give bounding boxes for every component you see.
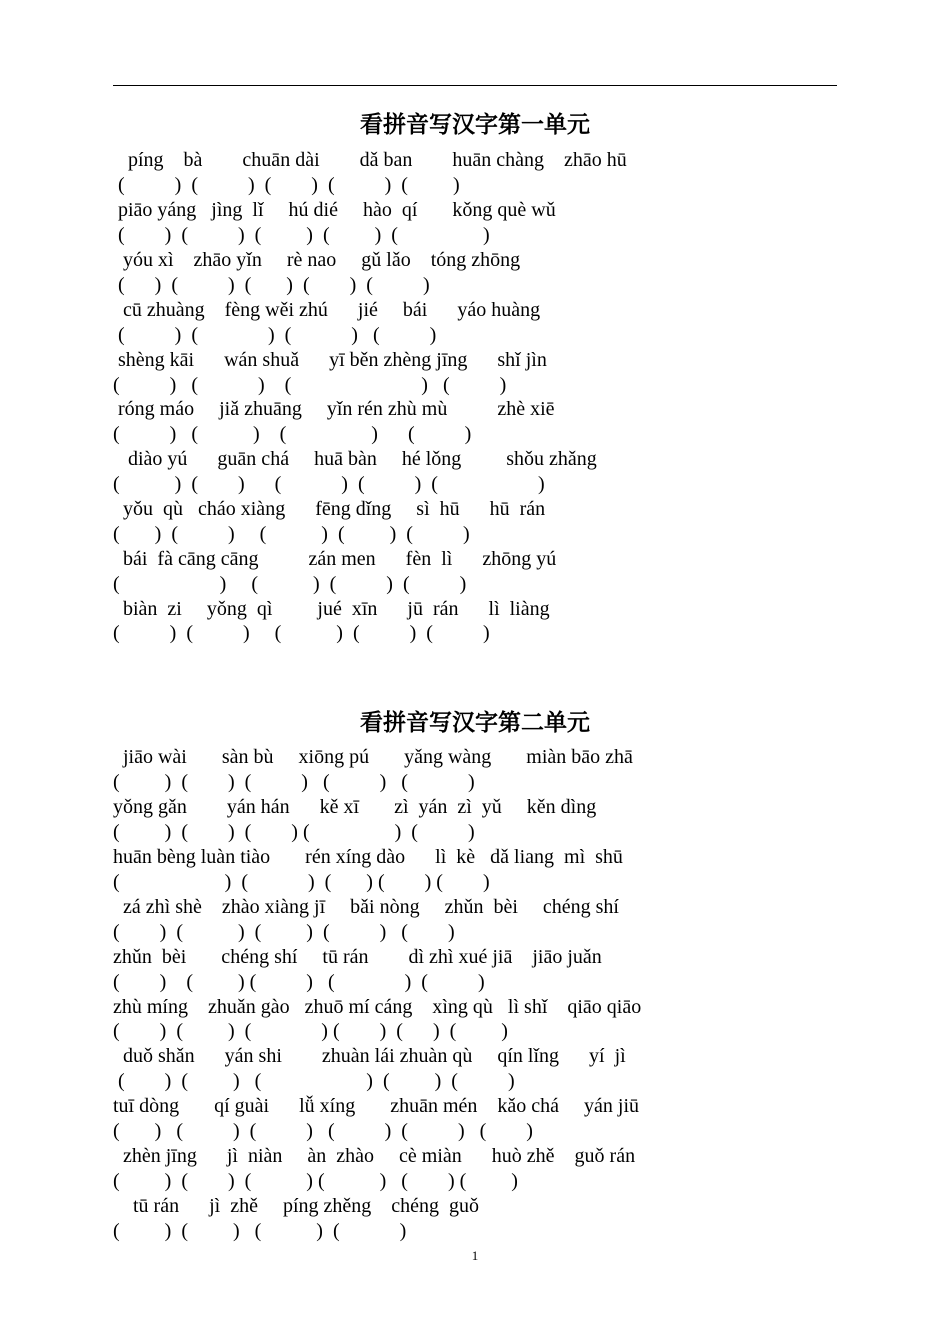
pinyin-line: piāo yáng jìng lǐ hú dié hào qí kǒng què wǔ (113, 199, 556, 221)
answer-line: ( ) ( ) ( ) ( ) ( ) (113, 274, 430, 296)
pinyin-line: píng bà chuān dài dǎ ban huān chàng zhāo hū (113, 149, 627, 171)
pinyin-line: tū rán jì zhě píng zhěng chéng guǒ (113, 1195, 480, 1217)
answer-line: ( ) ( ) ( ) ( ) ( ) (113, 174, 460, 196)
answer-line: ( ) ( ) ( ) ( ) ( ) (113, 871, 490, 893)
answer-line: ( ) ( ) ( ) ( ) ( ) (113, 523, 470, 545)
pinyin-line: tuī dòng qí guài lǚ xíng zhuān mén kǎo chá yán jiū (113, 1095, 640, 1117)
pinyin-line: biàn zi yǒng qì jué xīn jū rán lì liàng (113, 598, 550, 620)
answer-line: ( ) ( ) ( ) ( ) ( ) (113, 1070, 515, 1092)
answer-line: ( ) ( ) ( ) ( ) ( ) (113, 771, 475, 793)
pinyin-line: zhèn jīng jì niàn àn zhào cè miàn huò zhě guǒ rán (113, 1145, 636, 1167)
answer-line: ( ) ( ) ( ) ( ) ( ) (113, 921, 455, 943)
pinyin-line: róng máo jiǎ zhuāng yǐn rén zhù mù zhè xiē (113, 398, 555, 420)
answer-line: ( ) ( ) ( ) ( ) (113, 324, 437, 346)
answer-line: ( ) ( ) ( ) ( ) ( ) ( ) (113, 1020, 508, 1042)
pinyin-line: zhǔn bèi chéng shí tū rán dì zhì xué jiā jiāo juǎn (113, 946, 602, 968)
answer-line: ( ) ( ) ( ) ( ) ( ) (113, 821, 475, 843)
pinyin-line: zhù míng zhuǎn gào zhuō mí cáng xìng qù lì shǐ qiāo qiāo (113, 996, 642, 1018)
pinyin-line: bái fà cāng cāng zán men fèn lì zhōng yú (113, 548, 557, 570)
pinyin-line: shèng kāi wán shuǎ yī běn zhèng jīng shǐ jìn (113, 349, 547, 371)
pinyin-line: yǒng gǎn yán hán kě xī zì yán zì yǔ kěn dìng (113, 796, 597, 818)
answer-line: ( ) ( ) ( ) ( ) (113, 374, 507, 396)
header-rule (113, 85, 837, 86)
unit-2-title: 看拼音写汉字第二单元 (360, 710, 590, 736)
answer-line: ( ) ( ) ( ) ( ) (113, 423, 472, 445)
answer-line: ( ) ( ) ( ) ( ) ( ) (113, 971, 485, 993)
answer-line: ( ) ( ) ( ) ( ) ( ) (113, 473, 545, 495)
pinyin-line: jiāo wài sàn bù xiōng pú yǎng wàng miàn bāo zhā (113, 746, 633, 768)
pinyin-line: yǒu qù cháo xiàng fēng dǐng sì hū hū rán (113, 498, 546, 520)
answer-line: ( ) ( ) ( ) ( ) ( ) (113, 224, 490, 246)
pinyin-line: huān bèng luàn tiào rén xíng dào lì kè dǎ liang mì shū (113, 846, 623, 868)
pinyin-line: duǒ shǎn yán shi zhuàn lái zhuàn qù qín lǐng yí jì (113, 1045, 626, 1067)
page-number: 1 (471, 1248, 479, 1263)
unit-1-title: 看拼音写汉字第一单元 (360, 112, 590, 138)
answer-line: ( ) ( ) ( ) ( ) ( ) ( ) (113, 1170, 518, 1192)
pinyin-line: yóu xì zhāo yǐn rè nao gǔ lǎo tóng zhōng (113, 249, 521, 271)
pinyin-line: zá zhì shè zhào xiàng jī bǎi nòng zhǔn bèi chéng shí (113, 896, 619, 918)
answer-line: ( ) ( ) ( ) ( ) (113, 573, 467, 595)
answer-line: ( ) ( ) ( ) ( ) ( ) (113, 622, 490, 644)
answer-line: ( ) ( ) ( ) ( ) (113, 1220, 407, 1242)
pinyin-line: diào yú guān chá huā bàn hé lǒng shǒu zhǎng (113, 448, 597, 470)
answer-line: ( ) ( ) ( ) ( ) ( ) ( ) (113, 1120, 533, 1142)
pinyin-line: cū zhuàng fèng wěi zhú jié bái yáo huàng (113, 299, 541, 321)
